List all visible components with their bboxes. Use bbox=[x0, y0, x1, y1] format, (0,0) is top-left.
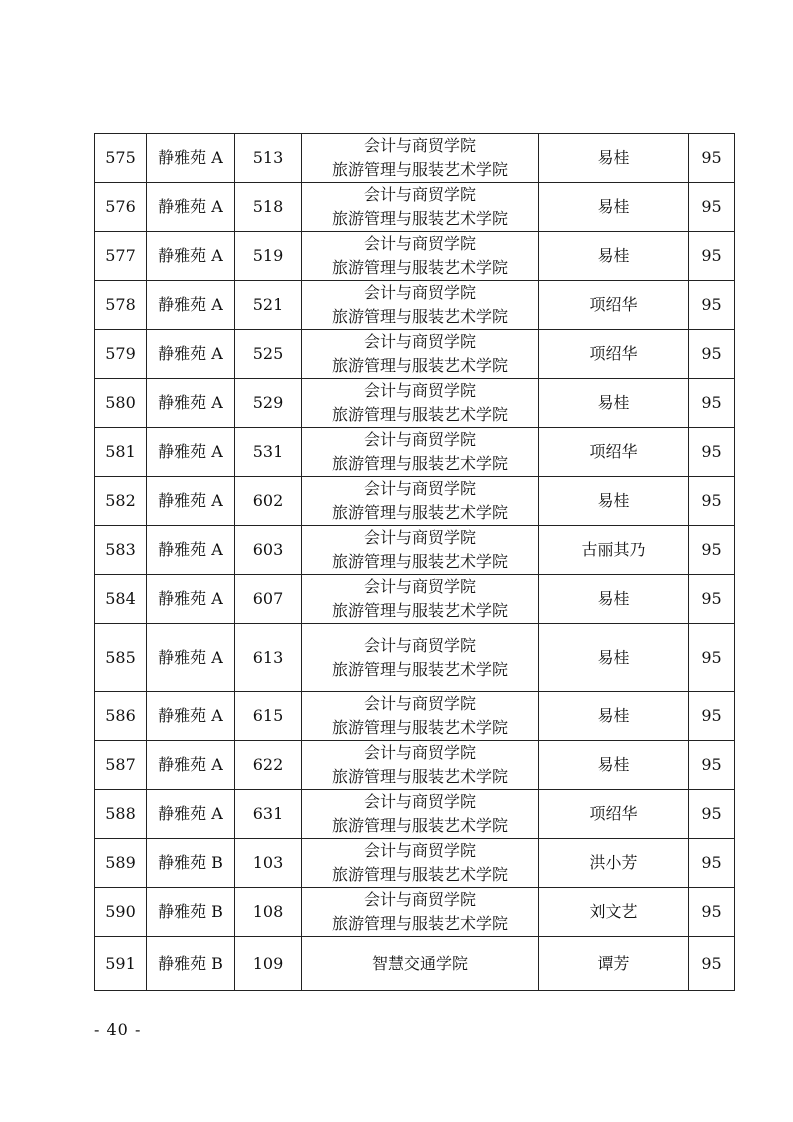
room-cell: 519 bbox=[235, 232, 302, 281]
building-cell: 静雅苑 A bbox=[147, 281, 235, 330]
person-cell: 易桂 bbox=[539, 379, 689, 428]
college-line: 旅游管理与服装艺术学院 bbox=[331, 865, 508, 884]
table-row bbox=[95, 937, 735, 991]
table-row bbox=[95, 741, 735, 790]
table-row bbox=[95, 888, 735, 937]
room-cell: 513 bbox=[235, 134, 302, 183]
row-number-cell: 575 bbox=[95, 134, 147, 183]
building-cell: 静雅苑 A bbox=[147, 575, 235, 624]
row-number-cell: 582 bbox=[95, 477, 147, 526]
score-cell: 95 bbox=[689, 526, 735, 575]
college-line: 旅游管理与服装艺术学院 bbox=[331, 503, 508, 522]
person-cell: 项绍华 bbox=[539, 428, 689, 477]
row-number-cell: 583 bbox=[95, 526, 147, 575]
person-cell: 谭芳 bbox=[539, 937, 689, 991]
college-cell bbox=[302, 183, 539, 232]
score-cell: 95 bbox=[689, 790, 735, 839]
college-line: 会计与商贸学院 bbox=[363, 234, 476, 253]
table-row bbox=[95, 428, 735, 477]
table-row bbox=[95, 281, 735, 330]
college-line: 会计与商贸学院 bbox=[363, 577, 476, 596]
college-line: 旅游管理与服装艺术学院 bbox=[331, 356, 508, 375]
building-cell: 静雅苑 B bbox=[147, 839, 235, 888]
building-cell: 静雅苑 A bbox=[147, 477, 235, 526]
person-cell: 易桂 bbox=[539, 741, 689, 790]
room-cell: 525 bbox=[235, 330, 302, 379]
college-cell bbox=[302, 937, 539, 991]
building-cell: 静雅苑 B bbox=[147, 937, 235, 991]
building-cell: 静雅苑 A bbox=[147, 330, 235, 379]
room-cell: 631 bbox=[235, 790, 302, 839]
score-cell: 95 bbox=[689, 232, 735, 281]
score-cell: 95 bbox=[689, 888, 735, 937]
person-cell: 易桂 bbox=[539, 624, 689, 692]
room-cell: 108 bbox=[235, 888, 302, 937]
table-row bbox=[95, 134, 735, 183]
college-cell bbox=[302, 575, 539, 624]
college-line: 旅游管理与服装艺术学院 bbox=[331, 816, 508, 835]
building-cell: 静雅苑 A bbox=[147, 741, 235, 790]
room-cell: 602 bbox=[235, 477, 302, 526]
person-cell: 古丽其乃 bbox=[539, 526, 689, 575]
score-cell: 95 bbox=[689, 624, 735, 692]
person-cell: 易桂 bbox=[539, 232, 689, 281]
college-cell bbox=[302, 281, 539, 330]
dormitory-score-table bbox=[94, 133, 735, 991]
college-line: 会计与商贸学院 bbox=[363, 332, 476, 351]
college-line: 会计与商贸学院 bbox=[363, 890, 476, 909]
building-cell: 静雅苑 A bbox=[147, 379, 235, 428]
college-line: 会计与商贸学院 bbox=[363, 792, 476, 811]
row-number-cell: 585 bbox=[95, 624, 147, 692]
college-line: 智慧交通学院 bbox=[371, 953, 468, 973]
room-cell: 622 bbox=[235, 741, 302, 790]
table-row bbox=[95, 790, 735, 839]
score-cell: 95 bbox=[689, 428, 735, 477]
college-cell bbox=[302, 790, 539, 839]
score-cell: 95 bbox=[689, 741, 735, 790]
person-cell: 洪小芳 bbox=[539, 839, 689, 888]
building-cell: 静雅苑 B bbox=[147, 888, 235, 937]
score-cell: 95 bbox=[689, 839, 735, 888]
person-cell: 易桂 bbox=[539, 575, 689, 624]
room-cell: 518 bbox=[235, 183, 302, 232]
score-cell: 95 bbox=[689, 937, 735, 991]
room-cell: 607 bbox=[235, 575, 302, 624]
college-line: 旅游管理与服装艺术学院 bbox=[331, 307, 508, 326]
score-cell: 95 bbox=[689, 379, 735, 428]
building-cell: 静雅苑 A bbox=[147, 526, 235, 575]
college-line: 旅游管理与服装艺术学院 bbox=[331, 601, 508, 620]
college-cell bbox=[302, 526, 539, 575]
building-cell: 静雅苑 A bbox=[147, 183, 235, 232]
score-cell: 95 bbox=[689, 183, 735, 232]
row-number-cell: 588 bbox=[95, 790, 147, 839]
college-line: 旅游管理与服装艺术学院 bbox=[331, 914, 508, 933]
row-number-cell: 586 bbox=[95, 692, 147, 741]
room-cell: 531 bbox=[235, 428, 302, 477]
college-cell bbox=[302, 379, 539, 428]
row-number-cell: 590 bbox=[95, 888, 147, 937]
college-line: 旅游管理与服装艺术学院 bbox=[331, 718, 508, 737]
college-line: 旅游管理与服装艺术学院 bbox=[331, 160, 508, 179]
page-number: - 40 - bbox=[94, 1020, 142, 1039]
college-cell bbox=[302, 692, 539, 741]
row-number-cell: 589 bbox=[95, 839, 147, 888]
table-row bbox=[95, 477, 735, 526]
building-cell: 静雅苑 A bbox=[147, 232, 235, 281]
score-cell: 95 bbox=[689, 134, 735, 183]
college-cell bbox=[302, 428, 539, 477]
row-number-cell: 579 bbox=[95, 330, 147, 379]
score-cell: 95 bbox=[689, 477, 735, 526]
row-number-cell: 578 bbox=[95, 281, 147, 330]
college-line: 会计与商贸学院 bbox=[363, 185, 476, 204]
score-cell: 95 bbox=[689, 330, 735, 379]
table-row bbox=[95, 232, 735, 281]
college-line: 会计与商贸学院 bbox=[363, 283, 476, 302]
college-cell bbox=[302, 330, 539, 379]
college-cell bbox=[302, 888, 539, 937]
building-cell: 静雅苑 A bbox=[147, 624, 235, 692]
row-number-cell: 580 bbox=[95, 379, 147, 428]
score-cell: 95 bbox=[689, 575, 735, 624]
college-line: 会计与商贸学院 bbox=[363, 528, 476, 547]
person-cell: 易桂 bbox=[539, 477, 689, 526]
college-line: 旅游管理与服装艺术学院 bbox=[331, 767, 508, 786]
row-number-cell: 577 bbox=[95, 232, 147, 281]
college-cell bbox=[302, 741, 539, 790]
college-cell bbox=[302, 839, 539, 888]
college-line: 旅游管理与服装艺术学院 bbox=[331, 258, 508, 277]
college-line: 会计与商贸学院 bbox=[363, 841, 476, 860]
building-cell: 静雅苑 A bbox=[147, 134, 235, 183]
college-cell bbox=[302, 232, 539, 281]
row-number-cell: 584 bbox=[95, 575, 147, 624]
college-line: 会计与商贸学院 bbox=[363, 479, 476, 498]
building-cell: 静雅苑 A bbox=[147, 692, 235, 741]
person-cell: 易桂 bbox=[539, 692, 689, 741]
college-line: 会计与商贸学院 bbox=[363, 743, 476, 762]
row-number-cell: 591 bbox=[95, 937, 147, 991]
building-cell: 静雅苑 A bbox=[147, 790, 235, 839]
college-line: 会计与商贸学院 bbox=[363, 136, 476, 155]
college-cell bbox=[302, 624, 539, 692]
table-row bbox=[95, 624, 735, 692]
table-row bbox=[95, 839, 735, 888]
row-number-cell: 576 bbox=[95, 183, 147, 232]
college-line: 会计与商贸学院 bbox=[363, 381, 476, 400]
table-row bbox=[95, 183, 735, 232]
room-cell: 103 bbox=[235, 839, 302, 888]
table-row bbox=[95, 379, 735, 428]
table-row bbox=[95, 692, 735, 741]
college-line: 旅游管理与服装艺术学院 bbox=[331, 659, 508, 679]
person-cell: 项绍华 bbox=[539, 790, 689, 839]
room-cell: 109 bbox=[235, 937, 302, 991]
person-cell: 易桂 bbox=[539, 183, 689, 232]
room-cell: 603 bbox=[235, 526, 302, 575]
person-cell: 项绍华 bbox=[539, 281, 689, 330]
person-cell: 项绍华 bbox=[539, 330, 689, 379]
room-cell: 529 bbox=[235, 379, 302, 428]
room-cell: 613 bbox=[235, 624, 302, 692]
college-cell bbox=[302, 477, 539, 526]
table-row bbox=[95, 575, 735, 624]
college-line: 旅游管理与服装艺术学院 bbox=[331, 552, 508, 571]
person-cell: 易桂 bbox=[539, 134, 689, 183]
table-row bbox=[95, 526, 735, 575]
score-cell: 95 bbox=[689, 692, 735, 741]
person-cell: 刘文艺 bbox=[539, 888, 689, 937]
room-cell: 521 bbox=[235, 281, 302, 330]
college-line: 会计与商贸学院 bbox=[363, 635, 476, 655]
score-cell: 95 bbox=[689, 281, 735, 330]
college-line: 旅游管理与服装艺术学院 bbox=[331, 454, 508, 473]
table-row bbox=[95, 330, 735, 379]
college-cell bbox=[302, 134, 539, 183]
row-number-cell: 587 bbox=[95, 741, 147, 790]
building-cell: 静雅苑 A bbox=[147, 428, 235, 477]
college-line: 会计与商贸学院 bbox=[363, 694, 476, 713]
college-line: 会计与商贸学院 bbox=[363, 430, 476, 449]
room-cell: 615 bbox=[235, 692, 302, 741]
college-line: 旅游管理与服装艺术学院 bbox=[331, 209, 508, 228]
row-number-cell: 581 bbox=[95, 428, 147, 477]
college-line: 旅游管理与服装艺术学院 bbox=[331, 405, 508, 424]
